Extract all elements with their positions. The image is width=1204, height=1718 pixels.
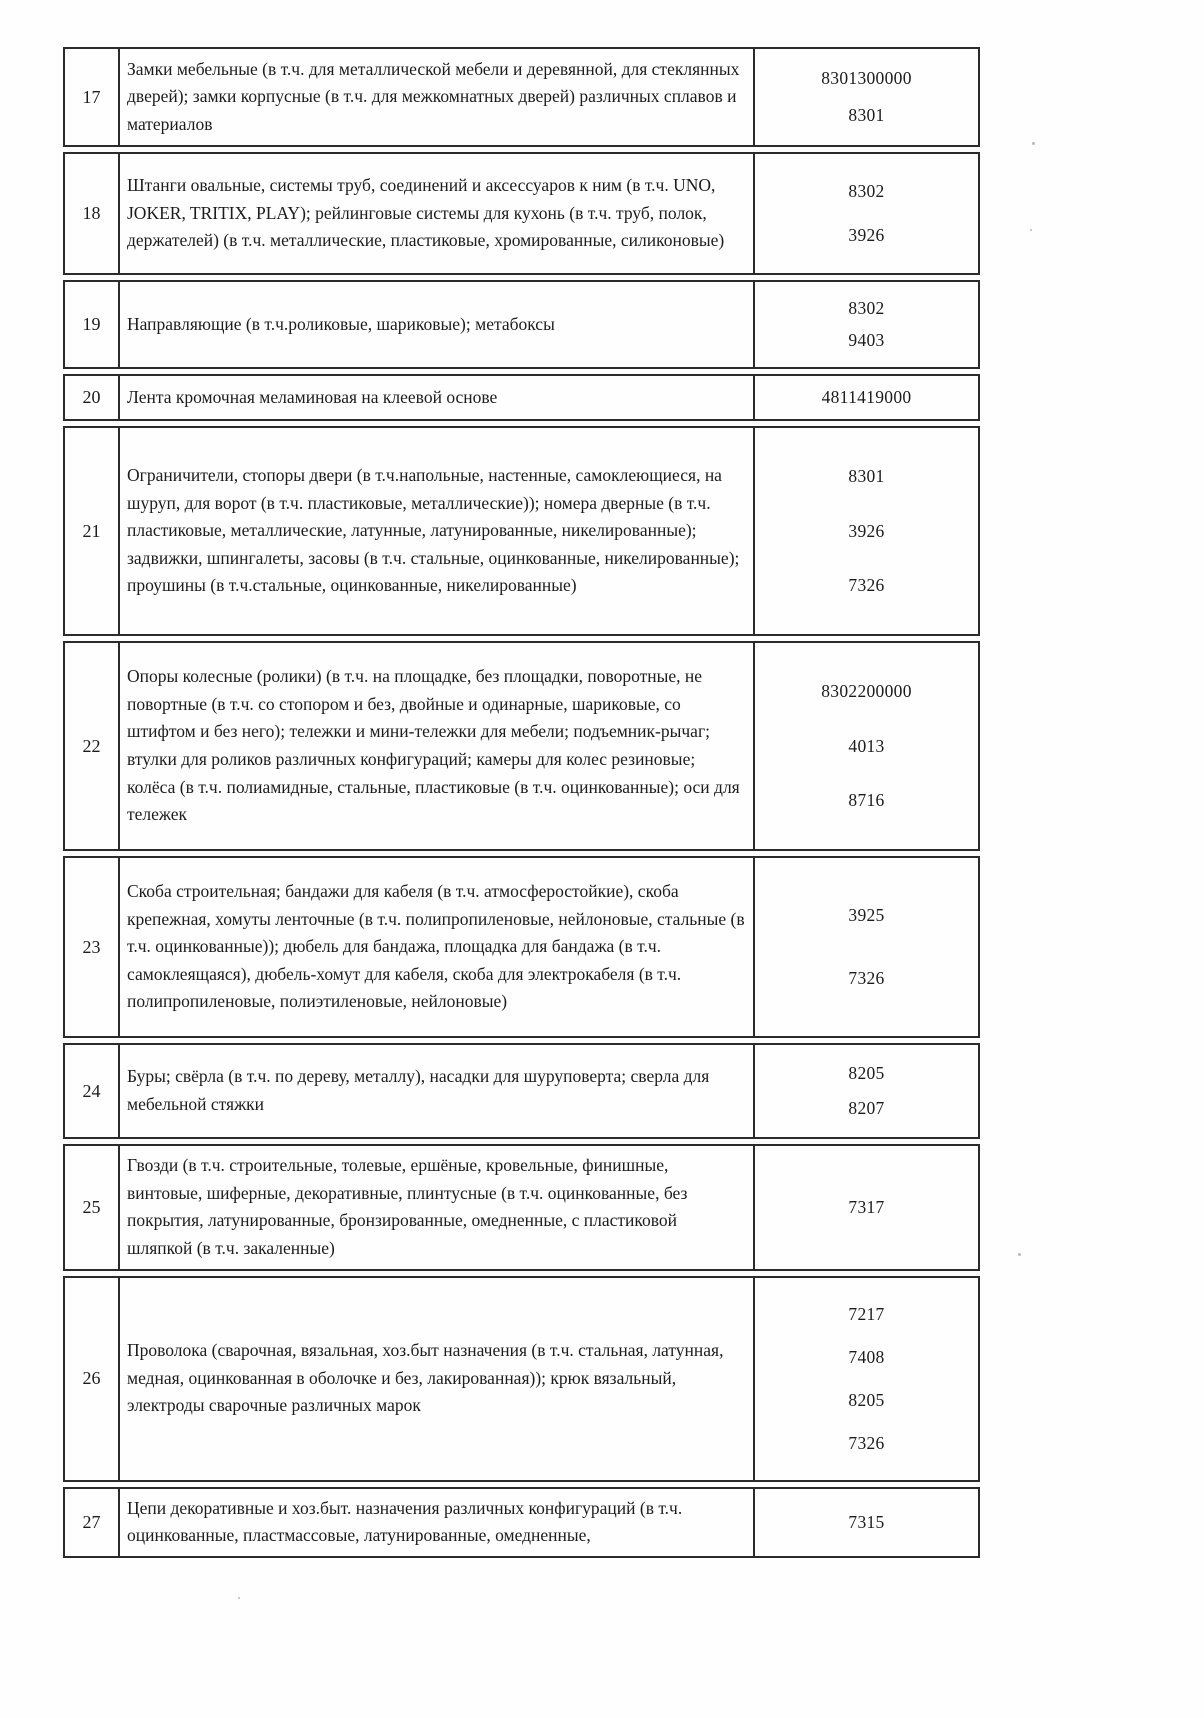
table-row (63, 374, 980, 421)
scan-speck (1018, 1253, 1021, 1256)
row-description: Ограничители, стопоры двери (в т.ч.напольные, настенные, самоклеющиеся, на шуруп, для ворот (в т.ч. пластиковые, металлические)); номера дверные (в т.ч. пластиковые, металлические, латунные, латунированные, никелированные); задвижки, шпингалеты, засовы (в т.ч. стальные, оцинкованные, никелированные); проушины (в т.ч.стальные, оцинкованные, никелированные) (127, 464, 740, 596)
hs-code: 8302200000 (821, 680, 912, 701)
goods-table (63, 47, 980, 1563)
row-description-cell (120, 1278, 755, 1480)
table-row (63, 152, 980, 275)
hs-code: 8301 (848, 465, 885, 486)
table-row (63, 641, 980, 851)
hs-code: 3926 (848, 225, 885, 245)
row-description-cell (120, 428, 755, 634)
row-description-cell (120, 1146, 755, 1269)
row-number: 24 (65, 1045, 120, 1137)
row-description: Гвозди (в т.ч. строительные, толевые, ершёные, кровельные, финишные, винтовые, шиферные, декоративные, плинтусные (в т.ч. оцинкованные, без покрытия, латунированные, бронзированные, омедненные, с пластиковой шляпкой (в т.ч. закаленные) (127, 1155, 688, 1258)
table-row (63, 1144, 980, 1271)
hs-code: 8301300000 (821, 68, 912, 89)
hs-code: 3925 (848, 904, 885, 925)
table-row (63, 47, 980, 147)
row-description: Направляющие (в т.ч.роликовые, шариковые); метабоксы (127, 313, 555, 334)
row-description-cell (120, 858, 755, 1036)
row-description: Буры; свёрла (в т.ч. по дереву, металлу), насадки для шуруповерта; сверла для мебельной стяжки (127, 1066, 710, 1114)
row-description-cell (120, 49, 755, 145)
hs-code: 8207 (848, 1098, 885, 1118)
row-description: Замки мебельные (в т.ч. для металлической мебели и деревянной, для стеклянных дверей); замки корпусные (в т.ч. для межкомнатных дверей) различных сплавов и материалов (127, 58, 740, 134)
row-description: Цепи декоративные и хоз.быт. назначения различных конфигураций (в т.ч. оцинкованные, пластмассовые, латунированные, омедненные, (127, 1497, 683, 1546)
row-codes (755, 1045, 978, 1137)
row-codes (755, 1278, 978, 1480)
row-codes (755, 428, 978, 634)
row-description-cell (120, 154, 755, 273)
row-codes (755, 49, 978, 145)
row-description-cell (120, 643, 755, 849)
hs-code: 7408 (848, 1346, 885, 1367)
row-codes (755, 1489, 978, 1556)
table-row (63, 1276, 980, 1482)
row-codes (755, 858, 978, 1036)
row-number: 19 (65, 282, 120, 367)
table-row (63, 1487, 980, 1558)
row-description-cell (120, 282, 755, 367)
row-number: 26 (65, 1278, 120, 1480)
hs-code: 8716 (848, 790, 885, 811)
hs-code: 7326 (848, 575, 885, 596)
hs-code: 9403 (848, 330, 885, 351)
hs-code: 7326 (848, 968, 885, 989)
row-number: 22 (65, 643, 120, 849)
hs-code: 8205 (848, 1063, 885, 1083)
hs-code: 7315 (848, 1511, 885, 1532)
table-row (63, 856, 980, 1038)
row-description-cell (120, 376, 755, 419)
hs-code: 7317 (848, 1196, 885, 1217)
row-description-cell (120, 1489, 755, 1556)
hs-code: 8301 (848, 104, 885, 125)
row-description: Опоры колесные (ролики) (в т.ч. на площадке, без площадки, поворотные, не повортные (в т.ч. со стопором и без, двойные и одинарные, шариковые, со штифтом и без него); тележки и мини-тележки для мебели; подъемник-рычаг; втулки для роликов различных конфигураций; камеры для колес резиновые; колёса (в т.ч. полиамидные, стальные, пластиковые (в т.ч. оцинкованные); оси для тележек (127, 666, 740, 825)
table-row (63, 426, 980, 636)
row-codes (755, 1146, 978, 1269)
hs-code: 4013 (848, 735, 885, 756)
row-description: Скоба строительная; бандажи для кабеля (в т.ч. атмосферостойкие), скоба крепежная, хомуты ленточные (в т.ч. полипропиленовые, нейлоновые, стальные (в т.ч. оцинкованные)); дюбель для бандажа, площадка для бандажа (в т.ч. самоклеящаяся), дюбель-хомут для кабеля, скоба для электрокабеля (в т.ч. полипропиленовые, полиэтиленовые, нейлоновые) (127, 880, 745, 1012)
row-number: 18 (65, 154, 120, 273)
row-description: Лента кромочная меламиновая на клеевой основе (127, 386, 498, 407)
row-number: 27 (65, 1489, 120, 1556)
scan-speck (238, 1597, 240, 1599)
hs-code: 8205 (848, 1389, 885, 1410)
row-number: 23 (65, 858, 120, 1036)
row-description: Штанги овальные, системы труб, соединений и аксессуаров к ним (в т.ч. UNO, JOKER, TRITIX, PLAY); рейлинговые системы для кухонь (в т.ч. труб, полок, держателей) (в т.ч. металлические, пластиковые, хромированные, силиконовые) (127, 175, 725, 251)
hs-code: 4811419000 (821, 387, 912, 407)
scan-speck (1030, 229, 1032, 231)
hs-code: 7217 (848, 1303, 885, 1324)
scan-speck (1032, 142, 1035, 145)
row-number: 20 (65, 376, 120, 419)
row-codes (755, 282, 978, 367)
row-codes (755, 154, 978, 273)
row-number: 17 (65, 49, 120, 145)
row-number: 25 (65, 1146, 120, 1269)
hs-code: 8302 (848, 297, 885, 318)
row-number: 21 (65, 428, 120, 634)
row-description: Проволока (сварочная, вязальная, хоз.быт назначения (в т.ч. стальная, латунная, медная, оцинкованная в оболочке и без, лакированная)); крюк вязальный, электроды сварочные различных марок (127, 1340, 724, 1416)
table-row (63, 1043, 980, 1139)
hs-code: 3926 (848, 520, 885, 541)
row-description-cell (120, 1045, 755, 1137)
hs-code: 7326 (848, 1432, 885, 1453)
table-row (63, 280, 980, 369)
row-codes (755, 643, 978, 849)
row-codes (755, 376, 978, 419)
hs-code: 8302 (848, 181, 885, 201)
